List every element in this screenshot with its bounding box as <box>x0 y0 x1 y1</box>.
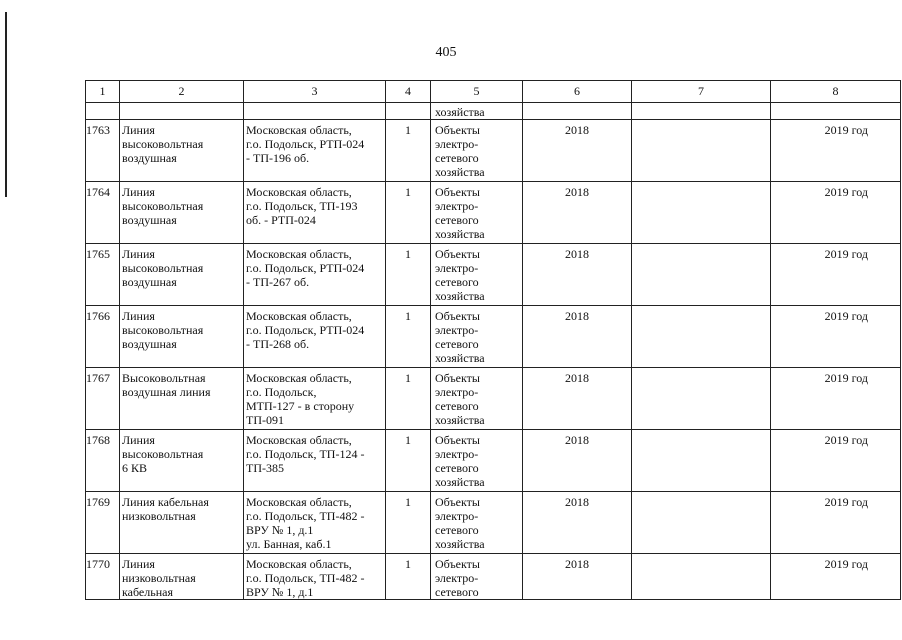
cell-line: электро- <box>435 571 479 585</box>
cell-line: воздушная линия <box>122 385 211 399</box>
cell-line: хозяйства <box>435 351 485 365</box>
table-row <box>86 244 901 306</box>
table-row <box>86 492 901 554</box>
cell-qty <box>386 103 431 120</box>
cell-category <box>431 120 523 182</box>
cell-line: Московская область, <box>246 433 352 447</box>
cell-line: высоковольтная <box>122 261 204 275</box>
cell-category <box>431 492 523 554</box>
cell-category: хозяйства <box>431 103 523 120</box>
header-cell: 8 <box>771 81 901 103</box>
cell-line: высоковольтная <box>122 323 204 337</box>
cell-category <box>431 430 523 492</box>
header-cell: 1 <box>86 81 120 103</box>
header-cell: 6 <box>523 81 632 103</box>
cell-qty: 1 <box>386 368 431 430</box>
cell-line: Московская область, <box>246 123 352 137</box>
cell-category <box>431 244 523 306</box>
header-cell: 2 <box>120 81 244 103</box>
cell-line: электро- <box>435 323 479 337</box>
cell-line: кабельная <box>122 585 173 599</box>
cell-date: 2019 год <box>771 492 901 554</box>
cell-category <box>431 306 523 368</box>
cell-line: Объекты <box>435 433 480 447</box>
cell-category <box>431 554 523 600</box>
cell-line: хозяйства <box>435 413 485 427</box>
cell-line: Московская область, <box>246 185 352 199</box>
cell-date: 2019 год <box>771 306 901 368</box>
cell-line: хозяйства <box>435 537 485 551</box>
cell-address <box>244 120 386 182</box>
cell-line: сетевого <box>435 275 479 289</box>
cell-line: Объекты <box>435 557 480 571</box>
cell-line: ВРУ № 1, д.1 <box>246 523 314 537</box>
cell-num <box>86 103 120 120</box>
table-row <box>86 120 901 182</box>
cell-num: 1765 <box>86 244 120 306</box>
cell-line: г.о. Подольск, РТП-024 <box>246 323 365 337</box>
cell-name <box>120 103 244 120</box>
left-margin-line <box>5 12 7 197</box>
cell-line: воздушная <box>122 151 177 165</box>
cell-line: Линия <box>122 557 155 571</box>
cell-col7 <box>632 554 771 600</box>
cell-line: 6 КВ <box>122 461 148 475</box>
cell-col7 <box>632 182 771 244</box>
cell-line: воздушная <box>122 213 177 227</box>
table-row <box>86 430 901 492</box>
header-cell: 3 <box>244 81 386 103</box>
cell-line: сетевого <box>435 461 479 475</box>
cell-category <box>431 182 523 244</box>
table-row <box>86 368 901 430</box>
cell-year: 2018 <box>523 120 632 182</box>
cell-name <box>120 430 244 492</box>
cell-line: ТП-385 <box>246 461 284 475</box>
cell-line: г.о. Подольск, РТП-024 <box>246 137 365 151</box>
table-row <box>86 306 901 368</box>
header-cell: 4 <box>386 81 431 103</box>
cell-col7 <box>632 244 771 306</box>
cell-line: сетевого <box>435 151 479 165</box>
cell-name <box>120 120 244 182</box>
cell-line: Линия <box>122 185 155 199</box>
cell-line: воздушная <box>122 275 177 289</box>
cell-address <box>244 182 386 244</box>
cell-col7 <box>632 430 771 492</box>
cell-line: хозяйства <box>435 227 485 241</box>
cell-line: Линия <box>122 309 155 323</box>
cell-qty: 1 <box>386 120 431 182</box>
cell-line: Линия <box>122 247 155 261</box>
cell-qty: 1 <box>386 306 431 368</box>
cell-year: 2018 <box>523 430 632 492</box>
cell-line: - ТП-196 об. <box>246 151 310 165</box>
cell-qty: 1 <box>386 430 431 492</box>
table-row <box>86 182 901 244</box>
cell-name <box>120 368 244 430</box>
cell-line: высоковольтная <box>122 447 204 461</box>
cell-line: Московская область, <box>246 371 352 385</box>
cell-date: 2019 год <box>771 244 901 306</box>
cell-qty: 1 <box>386 492 431 554</box>
cell-line: г.о. Подольск, ТП-482 - <box>246 509 365 523</box>
cell-address <box>244 368 386 430</box>
table-body <box>86 103 901 600</box>
cell-num: 1768 <box>86 430 120 492</box>
header-cell: 5 <box>431 81 523 103</box>
cell-line: Московская область, <box>246 495 352 509</box>
cell-line: хозяйства <box>435 289 485 303</box>
cell-line: - ТП-268 об. <box>246 337 310 351</box>
cell-line: сетевого <box>435 523 479 537</box>
cell-line: г.о. Подольск, ТП-124 - <box>246 447 365 461</box>
cell-line: Московская область, <box>246 247 352 261</box>
cell-line: электро- <box>435 137 479 151</box>
table-header <box>86 81 901 103</box>
cell-line: сетевого <box>435 399 479 413</box>
cell-address <box>244 306 386 368</box>
cell-name <box>120 182 244 244</box>
cell-line: г.о. Подольск, <box>246 385 317 399</box>
cell-line: хозяйства <box>435 165 485 179</box>
cell-line: об. - РТП-024 <box>246 213 316 227</box>
cell-year: 2018 <box>523 244 632 306</box>
cell-line: МТП-127 - в сторону <box>246 399 355 413</box>
cell-col7 <box>632 368 771 430</box>
cell-line: Высоковольтная <box>122 371 206 385</box>
cell-year: 2018 <box>523 492 632 554</box>
cell-address <box>244 492 386 554</box>
cell-line: воздушная <box>122 337 177 351</box>
cell-num: 1767 <box>86 368 120 430</box>
cell-num: 1763 <box>86 120 120 182</box>
cell-address <box>244 554 386 600</box>
cell-line: Московская область, <box>246 309 352 323</box>
cell-line: Объекты <box>435 309 480 323</box>
cell-num: 1764 <box>86 182 120 244</box>
cell-name <box>120 492 244 554</box>
cell-date: 2019 год <box>771 430 901 492</box>
cell-year: 2018 <box>523 554 632 600</box>
cell-line: Линия <box>122 433 155 447</box>
cell-line: высоковольтная <box>122 199 204 213</box>
cell-line: сетевого <box>435 213 479 227</box>
cell-line: Объекты <box>435 247 480 261</box>
cell-line: низковольтная <box>122 509 196 523</box>
header-cell: 7 <box>632 81 771 103</box>
cell-year: 2018 <box>523 306 632 368</box>
cell-address <box>244 430 386 492</box>
header-row <box>86 81 901 103</box>
registry-table <box>85 80 901 600</box>
cell-line: Объекты <box>435 123 480 137</box>
cell-line: Линия <box>122 123 155 137</box>
cell-line: Объекты <box>435 371 480 385</box>
cell-line: сетевого <box>435 585 479 599</box>
cell-qty: 1 <box>386 182 431 244</box>
cell-line: высоковольтная <box>122 137 204 151</box>
cell-line: - ТП-267 об. <box>246 275 310 289</box>
page-number: 405 <box>435 45 457 60</box>
cell-line: ул. Банная, каб.1 <box>246 537 332 551</box>
cell-line: электро- <box>435 261 479 275</box>
cell-line: г.о. Подольск, ТП-482 - <box>246 571 365 585</box>
cell-line: Объекты <box>435 185 480 199</box>
cell-line: Московская область, <box>246 557 352 571</box>
cell-date: 2019 год <box>771 182 901 244</box>
cell-date: 2019 год <box>771 554 901 600</box>
cell-line: сетевого <box>435 337 479 351</box>
cell-line: Объекты <box>435 495 480 509</box>
cell-col7 <box>632 306 771 368</box>
continued-row <box>86 103 901 120</box>
cell-qty: 1 <box>386 244 431 306</box>
cell-num: 1770 <box>86 554 120 600</box>
cell-name <box>120 244 244 306</box>
cell-line: низковольтная <box>122 571 196 585</box>
cell-line: Линия кабельная <box>122 495 209 509</box>
cell-num: 1766 <box>86 306 120 368</box>
cell-col7 <box>632 492 771 554</box>
cell-year: 2018 <box>523 182 632 244</box>
cell-line: электро- <box>435 385 479 399</box>
cell-line: г.о. Подольск, РТП-024 <box>246 261 365 275</box>
cell-line: ТП-091 <box>246 413 284 427</box>
cell-address <box>244 244 386 306</box>
cell-qty: 1 <box>386 554 431 600</box>
cell-year <box>523 103 632 120</box>
cell-date <box>771 103 901 120</box>
cell-line: ВРУ № 1, д.1 <box>246 585 314 599</box>
cell-name <box>120 306 244 368</box>
cell-name <box>120 554 244 600</box>
cell-col7 <box>632 120 771 182</box>
cell-line: электро- <box>435 509 479 523</box>
cell-date: 2019 год <box>771 120 901 182</box>
cell-year: 2018 <box>523 368 632 430</box>
cell-line: электро- <box>435 447 479 461</box>
cell-line: хозяйства <box>435 475 485 489</box>
cell-date: 2019 год <box>771 368 901 430</box>
table-row <box>86 554 901 600</box>
cell-col7 <box>632 103 771 120</box>
cell-line: г.о. Подольск, ТП-193 <box>246 199 358 213</box>
cell-line: электро- <box>435 199 479 213</box>
cell-num: 1769 <box>86 492 120 554</box>
cell-address <box>244 103 386 120</box>
cell-category <box>431 368 523 430</box>
